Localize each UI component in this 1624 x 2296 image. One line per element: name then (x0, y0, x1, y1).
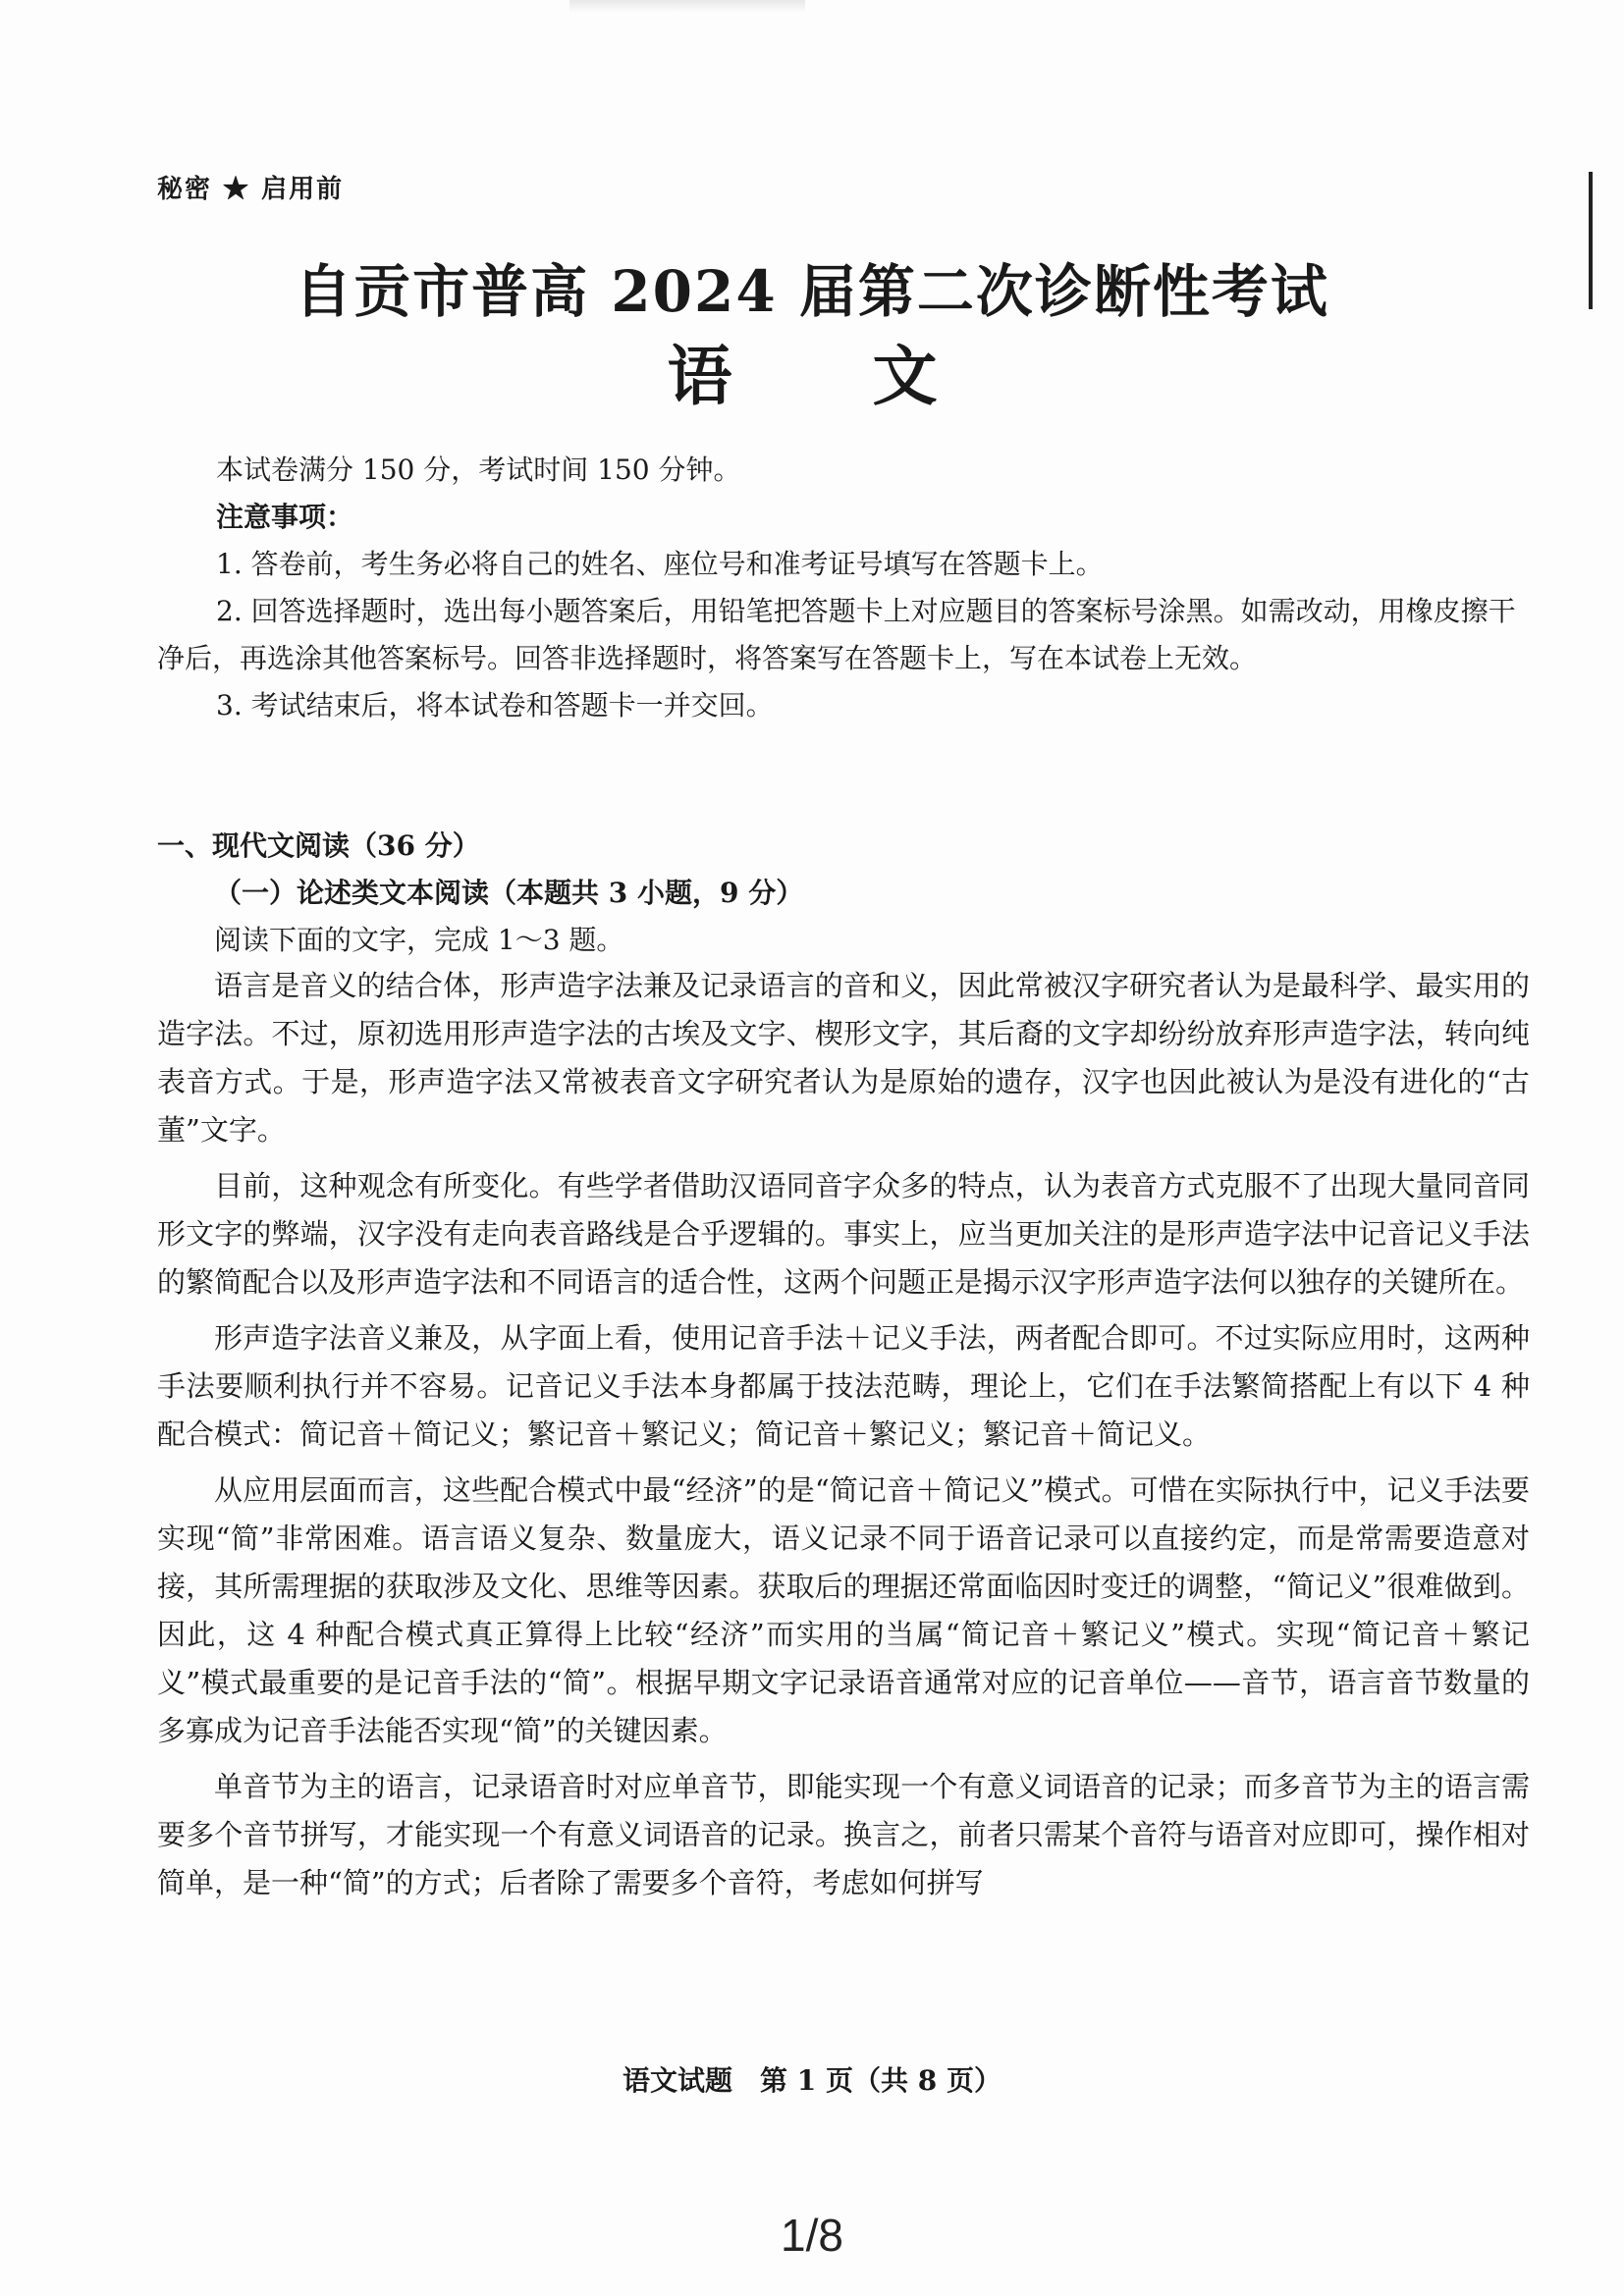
instructions-heading: 注意事项： (216, 501, 354, 533)
instruction-item: 1. 答卷前，考生务必将自己的姓名、座位号和准考证号填写在答题卡上。 (216, 548, 1104, 580)
passage-paragraph: 目前，这种观念有所变化。有些学者借助汉语同音字众多的特点，认为表音方式克服不了出现大量同音同形文字的弊端，汉字没有走向表音路线是合乎逻辑的。事实上，应当更加关注的是形声造字法中记音记义手法的繁简配合以及形声造字法和不同语言的适合性，这两个问题正是揭示汉字形声造字法何以独存的关键所在。 (157, 1169, 1530, 1299)
confidential-label: 秘密 ★ 启用前 (157, 175, 345, 204)
passage-paragraph: 语言是音义的结合体，形声造字法兼及记录语言的音和义，因此常被汉字研究者认为是最科学、最实用的造字法。不过，原初选用形声造字法的古埃及文字、楔形文字，其后裔的文字却纷纷放弃形声造字法，转向纯表音方式。于是，形声造字法又常被表音文字研究者认为是原始的遗存，汉字也因此被认为是没有进化的“古董”文字。 (157, 969, 1530, 1147)
reading-prompt: 阅读下面的文字，完成 1～3 题。 (214, 924, 624, 956)
exam-title: 自贡市普高 2024 届第二次诊断性考试 (295, 258, 1329, 325)
section-heading: 一、现代文阅读（36 分） (157, 829, 480, 862)
passage-paragraph: 从应用层面而言，这些配合模式中最“经济”的是“简记音＋简记义”模式。可惜在实际执行中，记义手法要实现“简”非常困难。语言语义复杂、数量庞大，语义记录不同于语音记录可以直接约定，而是常需要造意对接，其所需理据的获取涉及文化、思维等因素。获取后的理据还常面临因时变迁的调整，“简记义”很难做到。因此，这 4 种配合模式真正算得上比较“经济”而实用的当属“简记音＋繁记义”模式。实现“简记音＋繁记义”模式最重要的是记音手法的“简”。根据早期文字记录语音通常对应的记音单位——音节，语言音节数量的多寡成为记音手法能否实现“简”的关键因素。 (157, 1473, 1530, 1747)
instructions (157, 447, 1532, 729)
instruction-item: 3. 考试结束后，将本试卷和答题卡一并交回。 (216, 689, 774, 721)
instructions-intro: 本试卷满分 150 分，考试时间 150 分钟。 (216, 454, 741, 486)
passage-paragraph: 单音节为主的语言，记录语音时对应单音节，即能实现一个有意义词语音的记录；而多音节为主的语言需要多个音节拼写，才能实现一个有意义词语音的记录。换言之，前者只需某个音符与语音对应即可，操作相对简单，是一种“简”的方式；后者除了需要多个音符，考虑如何拼写 (157, 1770, 1530, 1899)
page-indicator: 1/8 (781, 2210, 843, 2261)
subsection-heading: （一）论述类文本阅读（本题共 3 小题，9 分） (214, 877, 804, 909)
page-footer: 语文试题 第 1 页（共 8 页） (623, 2064, 1001, 2097)
passage-paragraph: 形声造字法音义兼及，从字面上看，使用记音手法＋记义手法，两者配合即可。不过实际应用时，这两种手法要顺利执行并不容易。记音记义手法本身都属于技法范畴，理论上，它们在手法繁简搭配上有以下 4 种配合模式：简记音＋简记义；繁记音＋繁记义；简记音＋繁记义；繁记音＋简记义。 (157, 1321, 1530, 1451)
reading-passage (157, 962, 1530, 1915)
subject-title: 语 文 (667, 338, 997, 414)
instruction-item: 2. 回答选择题时，选出每小题答案后，用铅笔把答题卡上对应题目的答案标号涂黑。如需改动，用橡皮擦干净后，再选涂其他答案标号。回答非选择题时，将答案写在答题卡上，写在本试卷上无效。 (157, 595, 1516, 674)
scan-mark (569, 0, 805, 14)
